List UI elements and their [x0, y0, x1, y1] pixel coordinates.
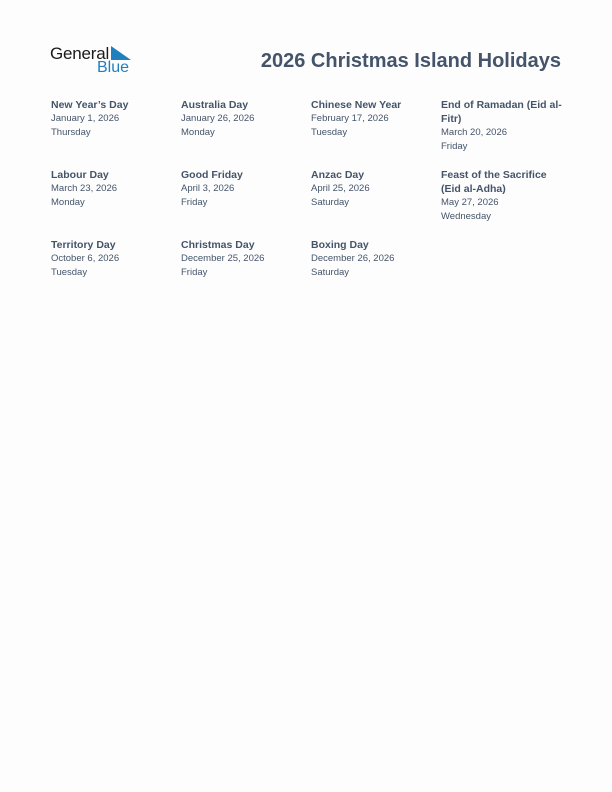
- holiday-date: March 20, 2026: [441, 127, 508, 138]
- holiday-weekday: Saturday: [311, 267, 350, 278]
- holiday-entry: [181, 238, 306, 280]
- holiday-entry: [441, 168, 566, 224]
- holiday-date: October 6, 2026: [51, 253, 120, 264]
- holiday-name: Labour Day: [51, 169, 109, 181]
- holiday-name: Anzac Day: [311, 169, 365, 181]
- holiday-name: Chinese New Year: [311, 99, 402, 111]
- holiday-weekday: Monday: [181, 127, 215, 138]
- holiday-name: New Year’s Day: [51, 99, 129, 111]
- holiday-entry: [181, 168, 306, 210]
- logo-flag-icon: [111, 46, 131, 60]
- holiday-name: Australia Day: [181, 99, 249, 111]
- holiday-entry: [51, 238, 176, 280]
- page-title: 2026 Christmas Island Holidays: [260, 50, 561, 72]
- holiday-entry: [441, 98, 566, 154]
- holiday-name: Territory Day: [51, 239, 116, 251]
- holiday-weekday: Wednesday: [441, 211, 491, 222]
- holiday-weekday: Friday: [441, 141, 468, 152]
- holiday-name: Feast of the Sacrifice (Eid al-Adha): [441, 169, 547, 195]
- holiday-name: Christmas Day: [181, 239, 255, 251]
- holiday-date: May 27, 2026: [441, 197, 499, 208]
- holiday-weekday: Friday: [181, 267, 208, 278]
- holiday-name: End of Ramadan (Eid al-Fitr): [441, 99, 562, 125]
- holiday-weekday: Tuesday: [311, 127, 348, 138]
- holiday-date: January 26, 2026: [181, 113, 255, 124]
- holiday-date: February 17, 2026: [311, 113, 389, 124]
- holiday-date: April 3, 2026: [181, 183, 235, 194]
- holiday-weekday: Saturday: [311, 197, 350, 208]
- holiday-date: April 25, 2026: [311, 183, 370, 194]
- holiday-entry: [51, 168, 176, 210]
- holiday-entry: [51, 98, 176, 140]
- logo-word-blue: Blue: [97, 59, 130, 76]
- logo-word-general: General: [50, 44, 110, 63]
- holiday-entry: [311, 168, 436, 210]
- holiday-name: Boxing Day: [311, 239, 369, 251]
- holiday-weekday: Friday: [181, 197, 208, 208]
- holiday-date: March 23, 2026: [51, 183, 118, 194]
- holiday-date: December 26, 2026: [311, 253, 395, 264]
- generalblue-logo: [50, 44, 140, 78]
- holiday-weekday: Tuesday: [51, 267, 88, 278]
- holiday-weekday: Monday: [51, 197, 85, 208]
- holiday-entry: [181, 98, 306, 140]
- holiday-entry: [311, 98, 436, 140]
- holiday-entry: [311, 238, 436, 280]
- holiday-weekday: Thursday: [51, 127, 91, 138]
- holiday-date: January 1, 2026: [51, 113, 120, 124]
- holiday-date: December 25, 2026: [181, 253, 265, 264]
- holiday-name: Good Friday: [181, 169, 243, 181]
